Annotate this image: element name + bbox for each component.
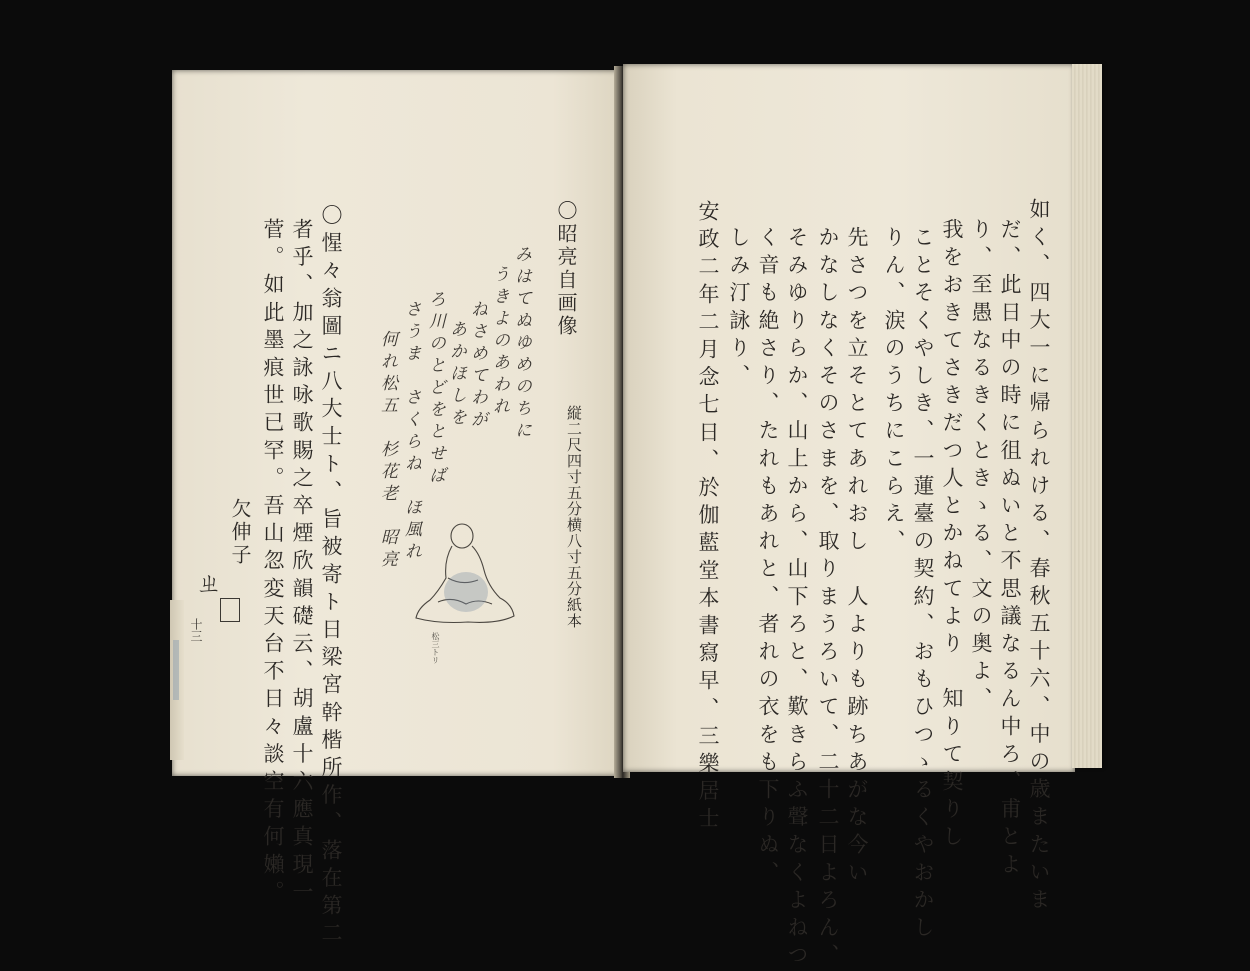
text-column: く音も絶さり、たれもあれと、者れの衣をも下りぬ、 <box>756 226 780 889</box>
text-column: 安政二年二月念七日、於伽藍堂本書寫早、三樂居士 <box>696 200 720 835</box>
text-column: 我をおきてさきだつ人とかねてより 知りて契りし <box>940 218 964 853</box>
poem-line: うきよのあわれ <box>489 265 509 419</box>
poem-line: あかほしを <box>446 320 466 430</box>
text-column: 如く、四大一に帰られける、春秋五十六、中の歳またいま <box>1027 198 1051 916</box>
text-column: かなしなくそのさまを、取りまうろいて、二十二日よろん、 <box>816 226 840 971</box>
text-column: 菅。如此墨痕世已罕。吾山忽変天台不日々談空有何嬾。 <box>261 218 285 908</box>
text-column: だ、此日中の時に徂ぬいと不思議なるん中ろ、甫とよ <box>998 218 1022 881</box>
poem-line: ねさめてわが <box>467 300 487 432</box>
self-portrait-sketch <box>408 520 524 630</box>
poem-line: みはてぬゆめのちに <box>511 245 531 443</box>
signature: 欠伸子 <box>228 498 252 567</box>
poem-line: 何れ松五 杉花老 昭亮 <box>377 330 397 572</box>
text-column: 者乎、加之詠咏歌賜之卒煙欣韻礎云、胡盧十六應真現一 <box>290 218 314 908</box>
figure-caption: 松三トリ <box>431 632 440 664</box>
page-fore-edge <box>1072 64 1102 768</box>
text-column: 先さつを立そとてあれおし 人よりも跡ちあがな今い <box>845 226 869 889</box>
binding-thread <box>173 640 179 700</box>
left-page-title: 〇昭亮自画像 <box>554 200 578 338</box>
text-column: ことそくやしき、一蓮臺の契約、おもひつゝるくやおかし <box>911 226 935 944</box>
text-column: り、至愚なるきくときゝる、文の奥よ、 <box>969 218 993 715</box>
text-column: そみゆりらか、山上から、山下ろと、歎きらふ聲なくよねつ <box>785 226 809 971</box>
signature-flourish: ㄓ <box>196 569 223 599</box>
text-column: りん、涙のうちにこらえ、 <box>882 226 906 558</box>
poem-line: さうま さくらね ほ風れ <box>401 300 421 564</box>
text-column: しみ汀詠り、 <box>727 226 751 392</box>
page-number: 十三 <box>189 618 203 642</box>
artwork-dimensions: 縦二尺四寸五分横八寸五分紙本 <box>565 405 583 629</box>
text-column: 〇惺々翁圖ニ八大士ト、旨被寄ト日梁宮幹楷所作、落在第二 <box>319 204 343 950</box>
seal-stamp <box>220 598 240 622</box>
poem-line: ろ川のとどをとせば <box>425 290 445 488</box>
